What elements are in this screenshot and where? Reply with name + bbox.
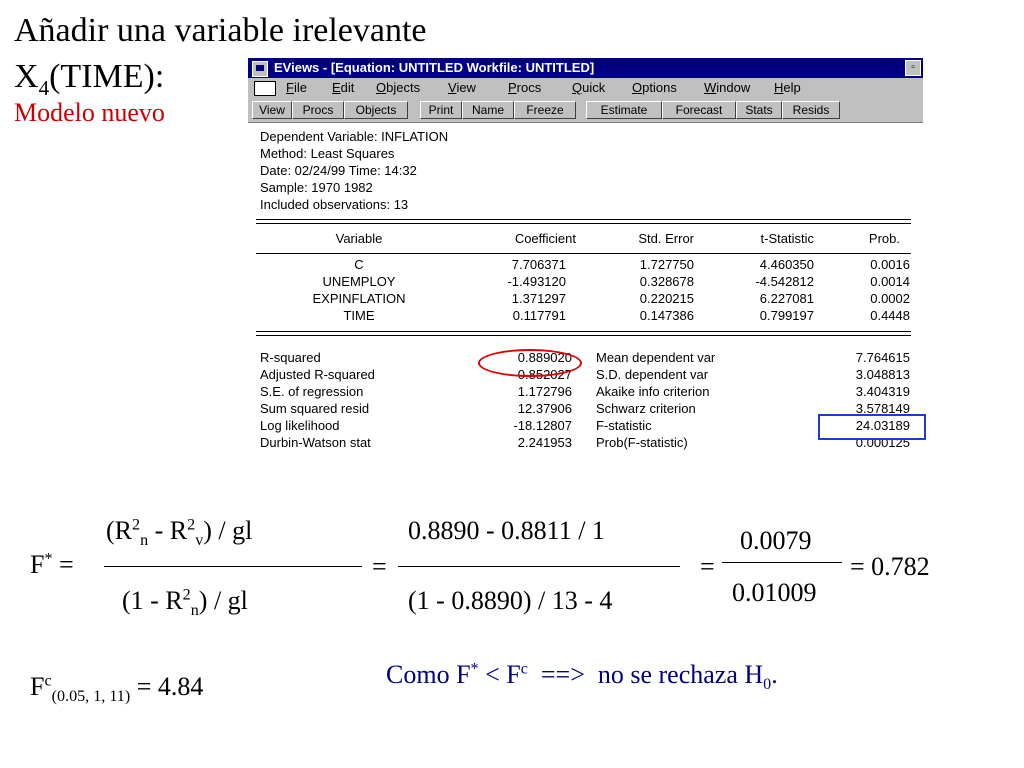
stat-label-right: S.D. dependent var <box>596 367 709 382</box>
window-titlebar[interactable] <box>248 58 923 78</box>
title-var-x: X <box>14 58 39 95</box>
menu-procs[interactable]: Procs <box>508 80 542 95</box>
row-variable: TIME <box>343 308 375 323</box>
conclusion-part: < F <box>478 660 521 689</box>
fraction2-numerator: 0.8890 - 0.8811 / 1 <box>408 516 605 545</box>
document-menu-icon[interactable] <box>254 81 276 96</box>
row-std-error: 1.727750 <box>639 257 694 272</box>
maximize-icon[interactable]: ▫ <box>905 60 921 76</box>
stat-value-right: 3.578149 <box>855 401 910 416</box>
num1-sub: v <box>195 532 204 550</box>
slide-title: Añadir una variable irelevante <box>14 12 427 49</box>
header-dependent-variable: Dependent Variable: INFLATION <box>260 129 449 144</box>
menu-bar <box>248 78 923 98</box>
row-t-statistic: 6.227081 <box>759 291 814 306</box>
menu-quick[interactable]: Quick <box>572 80 606 95</box>
forecast-button[interactable]: Forecast <box>662 101 736 119</box>
stat-label-left: Sum squared resid <box>260 401 370 416</box>
fraction1-denominator <box>122 586 248 620</box>
num1-part: ) / gl <box>203 516 253 545</box>
stat-value-right: 7.764615 <box>855 350 910 365</box>
row-t-statistic: 0.799197 <box>759 308 814 323</box>
window-title: EViews - [Equation: UNTITLED Workfile: UNTITLED] <box>274 60 595 75</box>
stat-label-right: F-statistic <box>596 418 652 433</box>
fc-value: = 4.84 <box>136 672 204 701</box>
print-button[interactable]: Print <box>420 101 462 119</box>
row-coefficient: 7.706371 <box>511 257 566 272</box>
row-prob: 0.4448 <box>870 308 910 323</box>
header-observations: Included observations: 13 <box>260 197 409 212</box>
num1-sup: 2 <box>132 516 141 534</box>
table-header-rule <box>256 253 911 254</box>
fc-sup: c <box>44 672 52 690</box>
resids-button[interactable]: Resids <box>782 101 840 119</box>
row-prob: 0.0016 <box>870 257 910 272</box>
f-star-sup: * <box>44 550 53 568</box>
name-button[interactable]: Name <box>462 101 514 119</box>
stat-label-left: Durbin-Watson stat <box>260 435 371 450</box>
equals-sign-3: = <box>700 552 715 581</box>
conclusion-sub: 0 <box>763 676 772 694</box>
slide-subtitle: Modelo nuevo <box>14 98 165 127</box>
table-top-rule <box>256 219 911 224</box>
col-header-prob: Prob. <box>868 231 900 246</box>
f-critical-value <box>30 672 203 706</box>
title-var-sub: 4 <box>38 75 50 100</box>
row-variable: UNEMPLOY <box>322 274 396 289</box>
fc-sub: (0.05, 1, 11) <box>51 688 131 706</box>
menu-file[interactable]: File <box>286 80 307 95</box>
toolbar <box>248 98 923 123</box>
col-header-variable: Variable <box>335 231 383 246</box>
stat-value-left: 0.889020 <box>517 350 572 365</box>
conclusion-part: Como F <box>386 660 471 689</box>
fraction2-denominator: (1 - 0.8890) / 13 - 4 <box>408 586 613 615</box>
conclusion-text <box>386 660 778 694</box>
objects-button[interactable]: Objects <box>344 101 408 119</box>
col-header-std-error: Std. Error <box>638 231 694 246</box>
fraction2-bar <box>398 566 680 567</box>
den1-sub: n <box>190 602 199 620</box>
fraction3-denominator: 0.01009 <box>732 578 817 607</box>
row-coefficient: -1.493120 <box>507 274 566 289</box>
row-std-error: 0.220215 <box>639 291 694 306</box>
row-prob: 0.0002 <box>870 291 910 306</box>
stat-value-left: 2.241953 <box>517 435 572 450</box>
stat-label-left: R-squared <box>260 350 321 365</box>
den1-sup: 2 <box>182 586 191 604</box>
stats-button[interactable]: Stats <box>736 101 782 119</box>
stat-value-left: 12.37906 <box>517 401 572 416</box>
row-coefficient: 1.371297 <box>511 291 566 306</box>
menu-help[interactable]: Help <box>774 80 801 95</box>
den1-part: ) / gl <box>198 586 248 615</box>
row-variable: EXPINFLATION <box>312 291 406 306</box>
conclusion-part: . <box>771 660 778 689</box>
stat-value-right: 3.048813 <box>855 367 910 382</box>
equals-sign: = <box>59 550 74 579</box>
row-t-statistic: -4.542812 <box>755 274 814 289</box>
num1-sub: n <box>140 532 149 550</box>
row-prob: 0.0014 <box>870 274 910 289</box>
fc-symbol: F <box>30 672 45 701</box>
fraction1-numerator <box>106 516 252 550</box>
menu-objects[interactable]: Objects <box>376 80 421 95</box>
fraction3-numerator: 0.0079 <box>740 526 812 555</box>
header-method: Method: Least Squares <box>260 146 395 161</box>
equation-output <box>248 123 923 462</box>
f-statistic-highlight-box <box>818 414 926 440</box>
row-t-statistic: 4.460350 <box>759 257 814 272</box>
den1-part: (1 - R <box>122 586 183 615</box>
stat-value-left: 1.172796 <box>517 384 572 399</box>
conclusion-sup: * <box>470 660 479 678</box>
estimate-button[interactable]: Estimate <box>586 101 662 119</box>
col-header-t-statistic: t-Statistic <box>760 231 814 246</box>
conclusion-sup: c <box>520 660 528 678</box>
num1-part: - R <box>148 516 188 545</box>
f-symbol: F <box>30 550 45 579</box>
row-variable: C <box>354 257 364 272</box>
stat-label-right: Akaike info criterion <box>596 384 710 399</box>
row-std-error: 0.147386 <box>639 308 694 323</box>
fraction1-bar <box>104 566 362 567</box>
procs-button[interactable]: Procs <box>292 101 344 119</box>
stat-label-left: Adjusted R-squared <box>260 367 375 382</box>
freeze-button[interactable]: Freeze <box>514 101 576 119</box>
num1-part: (R <box>106 516 132 545</box>
stat-label-right: Prob(F-statistic) <box>596 435 688 450</box>
stats-top-rule <box>256 331 911 336</box>
col-header-coefficient: Coefficient <box>514 231 576 246</box>
stat-label-right: Mean dependent var <box>596 350 716 365</box>
stat-label-left: Log likelihood <box>260 418 340 433</box>
header-date: Date: 02/24/99 Time: 14:32 <box>260 163 417 178</box>
header-sample: Sample: 1970 1982 <box>260 180 373 195</box>
conclusion-part: ==> no se rechaza H <box>527 660 764 689</box>
fraction3-bar <box>722 562 842 563</box>
row-std-error: 0.328678 <box>639 274 694 289</box>
app-icon[interactable] <box>252 61 268 77</box>
slide-title-variable <box>14 58 164 101</box>
row-coefficient: 0.117791 <box>512 308 566 323</box>
stat-value-left: 0.852027 <box>517 367 572 382</box>
stat-label-right: Schwarz criterion <box>596 401 696 416</box>
stat-value-right: 3.404319 <box>855 384 910 399</box>
eviews-window <box>248 58 923 462</box>
view-button[interactable]: View <box>252 101 292 119</box>
f-star-label <box>30 550 74 580</box>
menu-view[interactable]: View <box>448 80 476 95</box>
stat-value-right: 24.03189 <box>855 418 910 433</box>
stat-label-left: S.E. of regression <box>260 384 364 399</box>
title-var-name: (TIME): <box>49 58 165 95</box>
stat-value-right: 0.000125 <box>855 435 910 450</box>
menu-edit[interactable]: Edit <box>332 80 355 95</box>
num1-sup: 2 <box>187 516 196 534</box>
stat-value-left: -18.12807 <box>513 418 572 433</box>
menu-window[interactable]: Window <box>704 80 751 95</box>
menu-options[interactable]: Options <box>632 80 677 95</box>
equals-sign-2: = <box>372 552 387 581</box>
f-star-result: = 0.782 <box>850 552 930 581</box>
r-squared-highlight-circle <box>478 349 582 377</box>
